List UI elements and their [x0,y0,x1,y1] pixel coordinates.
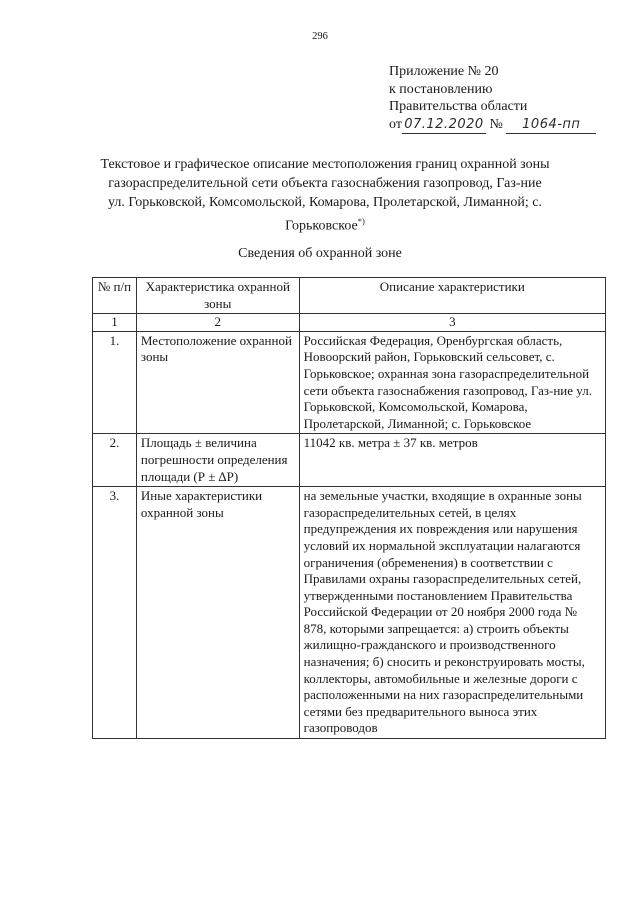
protection-zone-table [92,277,606,739]
row-description: 11042 кв. метра ± 37 кв. метров [299,434,605,487]
row-characteristic: Площадь ± величина погрешности определения площади (Р ± ∆Р) [136,434,299,487]
table-row [93,434,606,487]
table-row [93,487,606,739]
header-description: Описание характеристики [299,278,605,314]
handwritten-number: 1064-пп [506,116,596,135]
title-text: Текстовое и графическое описание местоположения границ охранной зоны газораспределительной сети объекта газоснабжения газопровод, Газ-ние ул. Горьковской, Комсомольской, Комарова, Пролетарской, Лиманной; с. Горьковское [100,157,550,234]
row-characteristic: Иные характеристики охранной зоны [136,487,299,739]
table-row [93,331,606,434]
row-characteristic: Местоположение охранной зоны [136,331,299,434]
header-number: № п/п [93,278,137,314]
appendix-date-line [389,116,596,135]
from-label: от [389,116,402,132]
row-number: 2. [93,434,137,487]
section-heading: Сведения об охранной зоне [238,246,402,261]
number-label: № [489,116,503,132]
appendix-resolution-line: к постановлению [389,81,493,97]
row-description: Российская Федерация, Оренбургская область, Новоорский район, Горьковский сельсовет, с. Горьковское; охранная зона газораспределительной сети объекта газоснабжения газопровод, Газ-ние ул. Горьковской, Комсомольской, Комарова, Пролетарской, Лиманной; с. Горьковское [299,331,605,434]
appendix-title: Приложение № 20 [389,64,499,79]
column-index-2: 2 [136,314,299,332]
column-index-row [93,314,606,332]
column-index-1: 1 [93,314,137,332]
title-footnote-mark: *) [357,216,365,226]
handwritten-date: 07.12.2020 [402,116,486,135]
column-index-3: 3 [299,314,605,332]
row-number: 3. [93,487,137,739]
header-characteristic: Характеристика охранной зоны [136,278,299,314]
row-number: 1. [93,331,137,434]
row-description: на земельные участки, входящие в охранные зоны газораспределительных сетей, в целях предупреждения их повреждения или нарушения условий их нормальной эксплуатации налагаются ограничения (обременения) в соответствии с Правилами охраны газораспределительных сетей, утвержденными постановлением Правительства Российской Федерации от 20 ноября 2000 года № 878, которыми запрещается: а) строить объекты жилищно-гражданского и производственного назначения; б) сносить и реконструировать мосты, коллекторы, автомобильные и железные дороги с расположенными на них газораспределительными сетями без предварительного выноса этих газопроводов [299,487,605,739]
appendix-government-line: Правительства области [389,99,528,114]
table-header-row [93,278,606,314]
appendix-block [389,63,596,134]
document-title [100,155,550,236]
page-number: 296 [312,31,328,42]
